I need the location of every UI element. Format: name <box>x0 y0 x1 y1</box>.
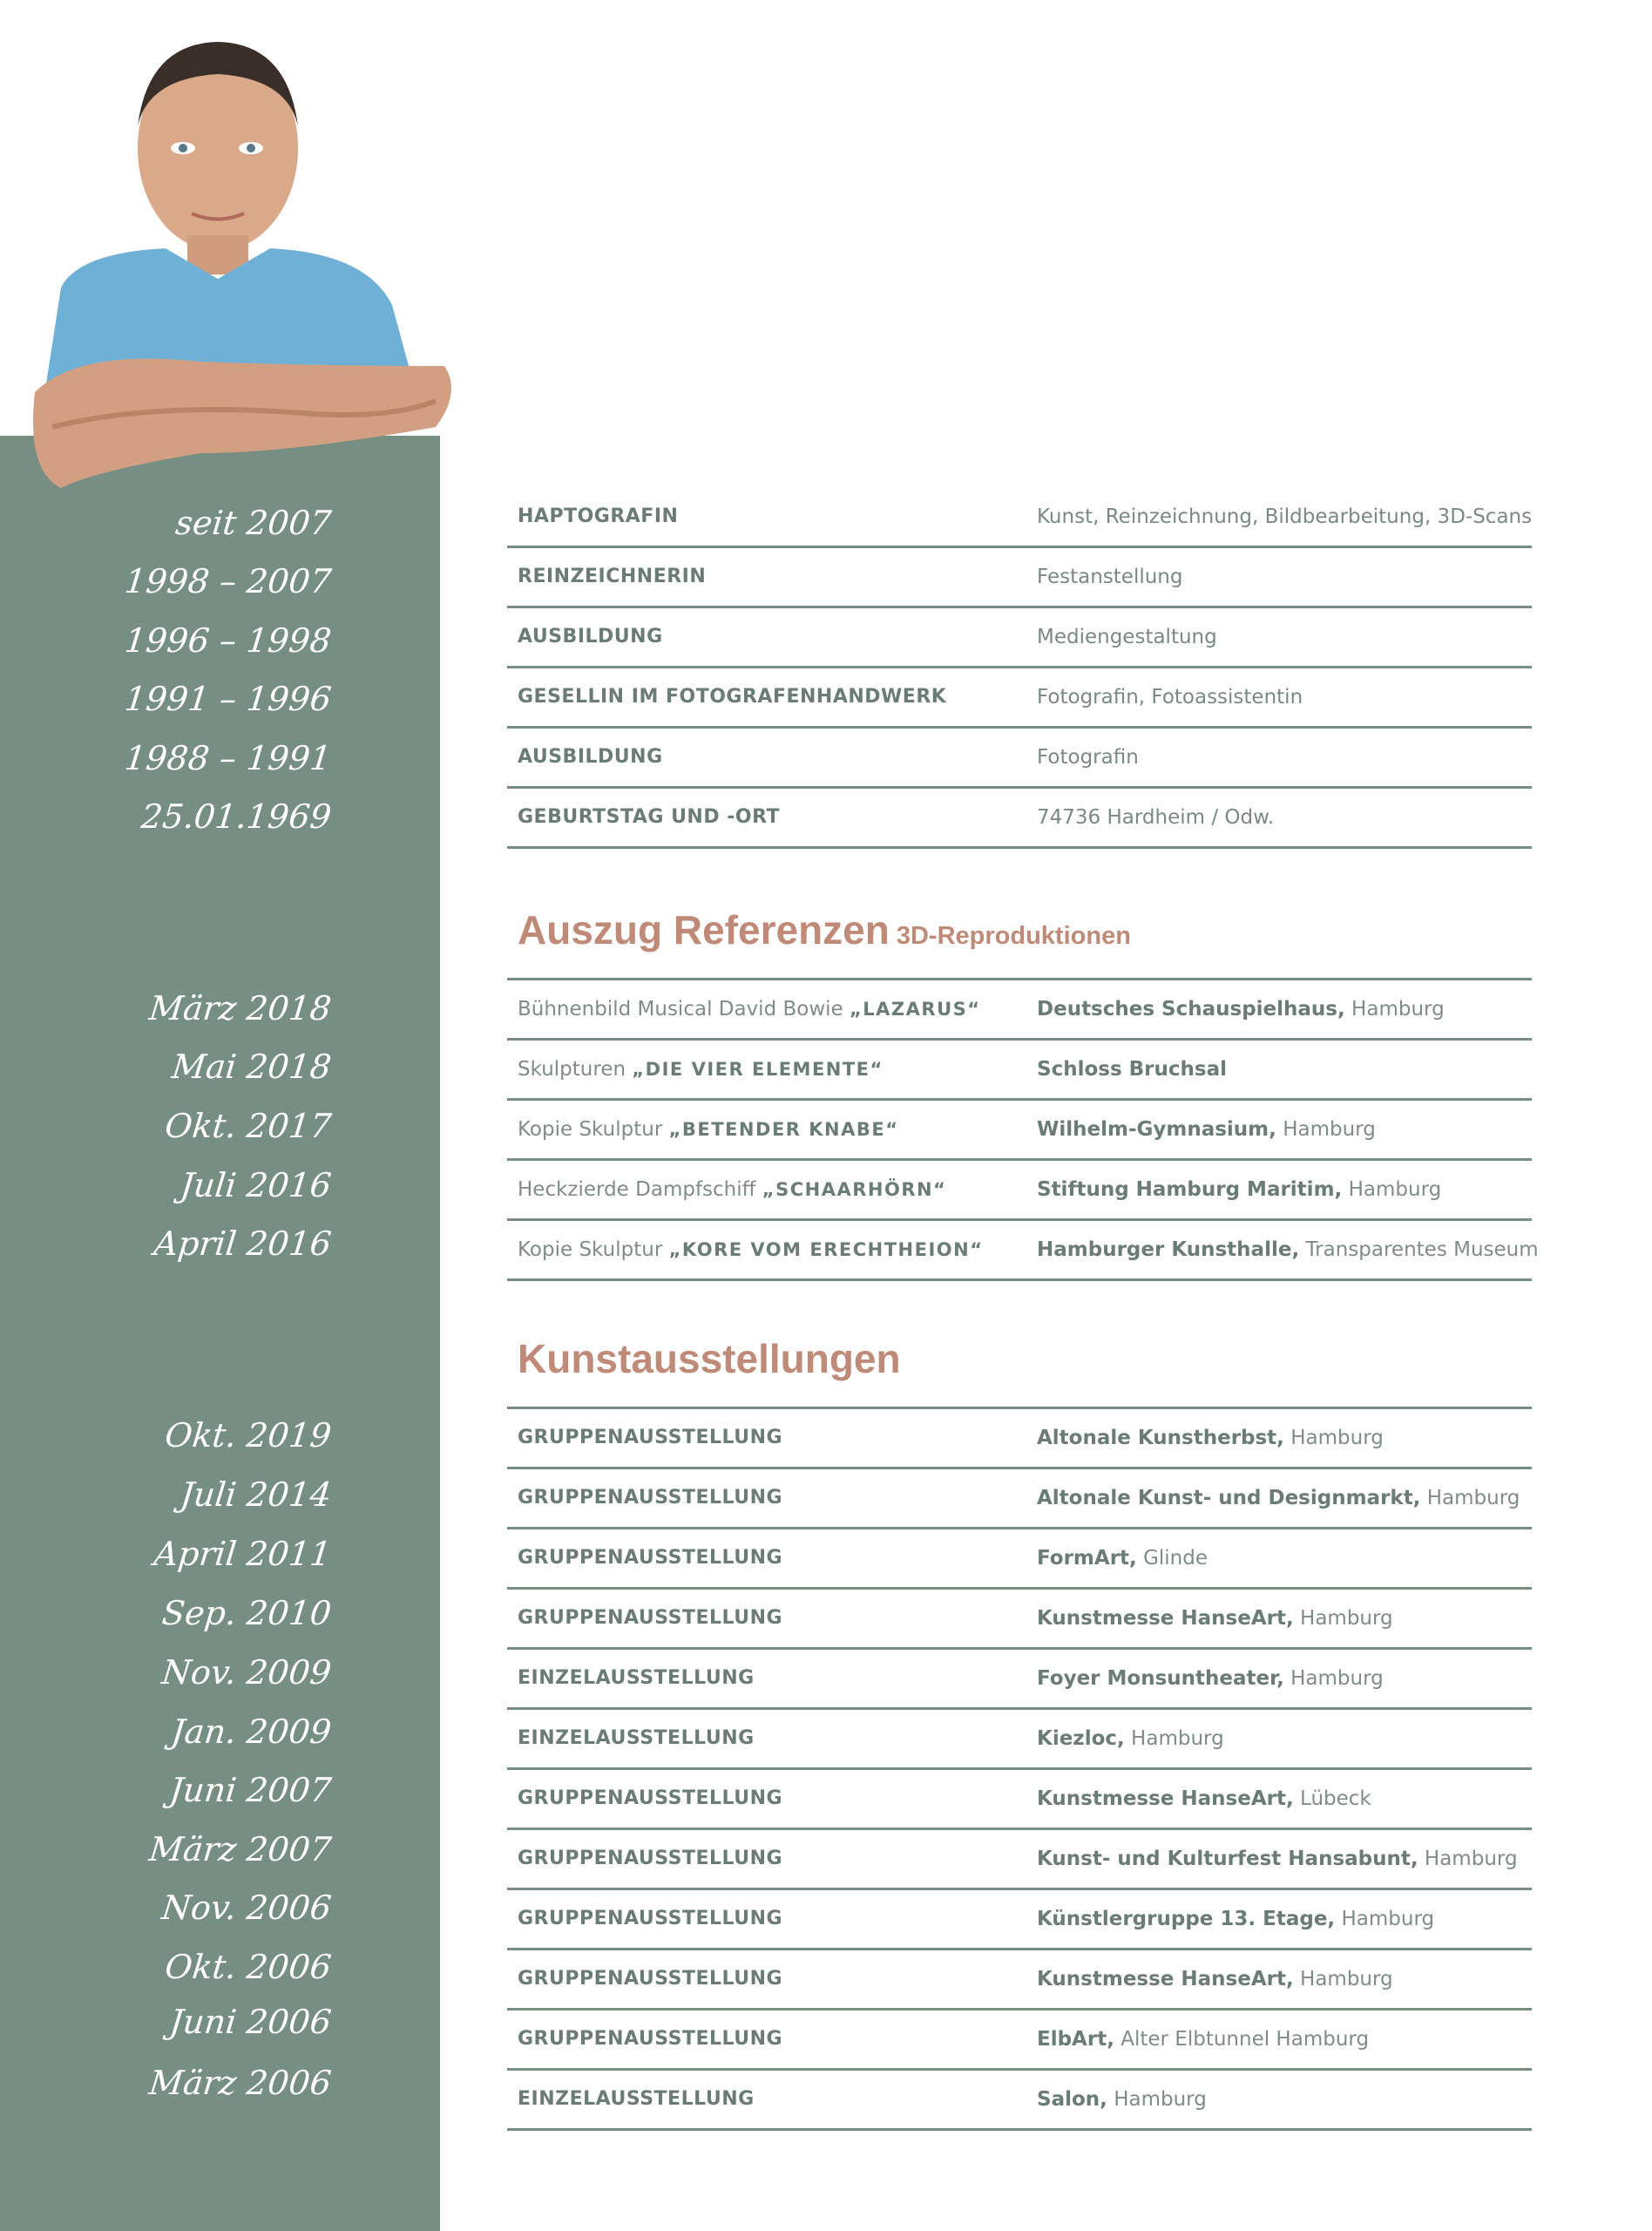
cv-row <box>507 608 1532 668</box>
reference-prefix: Heckzierde Dampfschiff <box>518 1178 762 1201</box>
exhibition-type: GRUPPENAUSSTELLUNG <box>518 1487 783 1509</box>
date-label: Juni 2006 <box>167 2003 334 2041</box>
reference-title: „BETENDER KNABE“ <box>668 1119 899 1140</box>
date-label: April 2011 <box>152 1535 334 1573</box>
exhibition-city: Hamburg <box>1293 1968 1393 1990</box>
reference-client <box>1037 980 1445 1038</box>
date-label: März 2007 <box>147 1830 334 1868</box>
exhibition-row <box>507 1950 1532 2011</box>
reference-prefix: Kopie Skulptur <box>518 1238 669 1261</box>
exhibition-row <box>507 2071 1532 2131</box>
date-label: Nov. 2006 <box>159 1889 334 1927</box>
date-label: Okt. 2019 <box>163 1416 334 1455</box>
reference-work <box>518 980 981 1038</box>
exhibition-place: Kunstmesse HanseArt, <box>1037 1607 1294 1630</box>
exhibitions-heading-title: Kunstausstellungen <box>518 1336 901 1381</box>
exhibition-type: GRUPPENAUSSTELLUNG <box>518 1968 783 1990</box>
exhibition-place: Kiezloc, <box>1037 1727 1125 1750</box>
exhibition-venue <box>1037 1710 1224 1767</box>
date-label: 1991 – 1996 <box>123 680 334 718</box>
exhibition-type: EINZELAUSSTELLUNG <box>518 1667 755 1689</box>
exhibition-venue <box>1037 1529 1208 1587</box>
exhibition-city: Lübeck <box>1293 1787 1371 1810</box>
exhibition-city: Hamburg <box>1420 1487 1520 1509</box>
exhibition-place: ElbArt, <box>1037 2028 1114 2051</box>
exhibition-city: Hamburg <box>1293 1607 1393 1630</box>
exhibition-city: Hamburg <box>1283 1667 1384 1690</box>
exhibition-venue <box>1037 1469 1520 1527</box>
cv-row <box>507 789 1532 849</box>
reference-client <box>1037 1161 1441 1218</box>
reference-place: Wilhelm-Gymnasium, <box>1037 1118 1276 1141</box>
reference-place: Schloss Bruchsal <box>1037 1058 1227 1081</box>
reference-work <box>518 1161 946 1218</box>
exhibition-place: FormArt, <box>1037 1547 1137 1570</box>
reference-prefix: Kopie Skulptur <box>518 1118 669 1141</box>
date-label: April 2016 <box>152 1224 334 1263</box>
exhibition-row <box>507 1890 1532 1950</box>
exhibition-type: GRUPPENAUSSTELLUNG <box>518 1908 783 1929</box>
exhibition-row <box>507 1710 1532 1770</box>
date-label: Okt. 2017 <box>163 1107 334 1145</box>
date-label: Nov. 2009 <box>159 1653 334 1692</box>
cv-row <box>507 668 1532 729</box>
cv-row <box>507 548 1532 608</box>
date-label: Okt. 2006 <box>163 1948 334 1986</box>
cv-detail: 74736 Hardheim / Odw. <box>1037 806 1275 829</box>
reference-city: Hamburg <box>1344 998 1445 1021</box>
exhibition-city: Hamburg <box>1124 1727 1224 1750</box>
exhibition-city: Hamburg <box>1107 2088 1207 2111</box>
exhibition-city: Hamburg <box>1283 1427 1384 1449</box>
exhibition-type: EINZELAUSSTELLUNG <box>518 2088 755 2110</box>
date-label: 1988 – 1991 <box>123 739 334 777</box>
date-label: Jan. 2009 <box>169 1712 334 1751</box>
reference-title: „SCHAARHÖRN“ <box>762 1179 947 1200</box>
exhibition-row <box>507 1650 1532 1710</box>
exhibition-place: Foyer Monsuntheater, <box>1037 1667 1284 1690</box>
date-label: Sep. 2010 <box>159 1594 334 1632</box>
exhibition-city: Hamburg <box>1335 1908 1435 1930</box>
exhibition-venue <box>1037 1890 1434 1948</box>
exhibition-venue <box>1037 2071 1207 2128</box>
cv-detail: Mediengestaltung <box>1037 626 1217 648</box>
exhibition-city: Hamburg <box>1418 1848 1518 1870</box>
reference-city: Transparentes Museum <box>1299 1238 1539 1261</box>
reference-city: Hamburg <box>1342 1178 1442 1201</box>
date-label: Juni 2007 <box>167 1771 334 1809</box>
date-label: März 2018 <box>147 989 334 1027</box>
reference-row <box>507 1101 1532 1161</box>
exhibition-row <box>507 1770 1532 1830</box>
exhibition-place: Altonale Kunst- und Designmarkt, <box>1037 1487 1421 1509</box>
cv-title: AUSBILDUNG <box>518 746 663 768</box>
reference-place: Stiftung Hamburg Maritim, <box>1037 1178 1343 1201</box>
exhibition-venue <box>1037 1590 1393 1647</box>
reference-prefix: Skulpturen <box>518 1058 633 1081</box>
exhibition-place: Salon, <box>1037 2088 1107 2111</box>
references-heading <box>518 906 1131 953</box>
exhibition-row <box>507 2011 1532 2071</box>
date-label: seit 2007 <box>173 504 334 542</box>
exhibition-city: Glinde <box>1136 1547 1209 1570</box>
date-label: Juli 2016 <box>178 1166 334 1204</box>
exhibition-venue <box>1037 2011 1369 2068</box>
references-heading-title: Auszug Referenzen <box>518 907 890 953</box>
cv-row <box>507 488 1532 548</box>
exhibition-row <box>507 1407 1532 1469</box>
cv-title: AUSBILDUNG <box>518 626 663 648</box>
exhibition-row <box>507 1529 1532 1590</box>
exhibition-place: Kunstmesse HanseArt, <box>1037 1787 1294 1810</box>
exhibition-row <box>507 1830 1532 1890</box>
exhibition-type: GRUPPENAUSSTELLUNG <box>518 1427 783 1448</box>
reference-client <box>1037 1101 1376 1158</box>
reference-prefix: Bühnenbild Musical David Bowie <box>518 998 850 1021</box>
cv-detail: Festanstellung <box>1037 566 1183 588</box>
date-label: 1996 – 1998 <box>123 621 334 660</box>
exhibition-type: EINZELAUSSTELLUNG <box>518 1727 755 1749</box>
exhibitions-heading <box>518 1335 901 1382</box>
reference-client <box>1037 1221 1539 1278</box>
reference-work <box>518 1101 899 1158</box>
date-label: Mai 2018 <box>170 1048 334 1086</box>
exhibition-row <box>507 1590 1532 1650</box>
cv-detail: Fotografin, Fotoassistentin <box>1037 686 1303 709</box>
date-label: Juli 2014 <box>178 1475 334 1514</box>
exhibition-type: GRUPPENAUSSTELLUNG <box>518 1607 783 1629</box>
exhibition-place: Künstlergruppe 13. Etage, <box>1037 1908 1336 1930</box>
exhibitions-table <box>507 1407 1532 2131</box>
reference-place: Deutsches Schauspielhaus, <box>1037 998 1345 1021</box>
reference-row <box>507 978 1532 1041</box>
cv-title: GESELLIN IM FOTOGRAFENHANDWERK <box>518 686 947 708</box>
reference-place: Hamburger Kunsthalle, <box>1037 1238 1300 1261</box>
exhibition-place: Kunstmesse HanseArt, <box>1037 1968 1294 1990</box>
exhibition-row <box>507 1469 1532 1529</box>
cv-row <box>507 729 1532 789</box>
exhibition-type: GRUPPENAUSSTELLUNG <box>518 1787 783 1809</box>
exhibition-type: GRUPPENAUSSTELLUNG <box>518 2028 783 2050</box>
exhibition-type: GRUPPENAUSSTELLUNG <box>518 1547 783 1569</box>
reference-work <box>518 1221 984 1278</box>
references-heading-subtitle: 3D-Reproduktionen <box>896 922 1131 950</box>
cv-table <box>507 488 1532 849</box>
reference-work <box>518 1041 884 1098</box>
exhibition-venue <box>1037 1409 1384 1467</box>
cv-detail: Kunst, Reinzeichnung, Bildbearbeitung, 3D-Scans <box>1037 505 1533 528</box>
reference-title: „DIE VIER ELEMENTE“ <box>632 1059 884 1080</box>
exhibition-venue <box>1037 1830 1518 1888</box>
portrait-photo <box>26 17 457 505</box>
exhibition-venue <box>1037 1650 1384 1707</box>
reference-row <box>507 1041 1532 1101</box>
reference-client <box>1037 1041 1227 1098</box>
cv-title: GEBURTSTAG UND -ORT <box>518 806 781 828</box>
reference-title: „KORE VOM ERECHTHEION“ <box>668 1239 984 1260</box>
reference-row <box>507 1221 1539 1281</box>
reference-row <box>507 1161 1532 1221</box>
exhibition-type: GRUPPENAUSSTELLUNG <box>518 1848 783 1869</box>
references-table <box>507 978 1539 1281</box>
exhibition-venue <box>1037 1770 1371 1828</box>
cv-title: HAPTOGRAFIN <box>518 505 679 527</box>
exhibition-place: Kunst- und Kulturfest Hansabunt, <box>1037 1848 1418 1870</box>
cv-detail: Fotografin <box>1037 746 1139 769</box>
date-label: März 2006 <box>147 2064 334 2102</box>
exhibition-venue <box>1037 1950 1393 2008</box>
exhibition-city: Alter Elbtunnel Hamburg <box>1114 2028 1370 2051</box>
cv-title: REINZEICHNERIN <box>518 566 707 587</box>
date-label: 25.01.1969 <box>139 797 334 836</box>
reference-city: Hamburg <box>1276 1118 1376 1141</box>
exhibition-place: Altonale Kunstherbst, <box>1037 1427 1284 1449</box>
reference-title: „LAZARUS“ <box>850 999 981 1020</box>
date-label: 1998 – 2007 <box>123 562 334 600</box>
